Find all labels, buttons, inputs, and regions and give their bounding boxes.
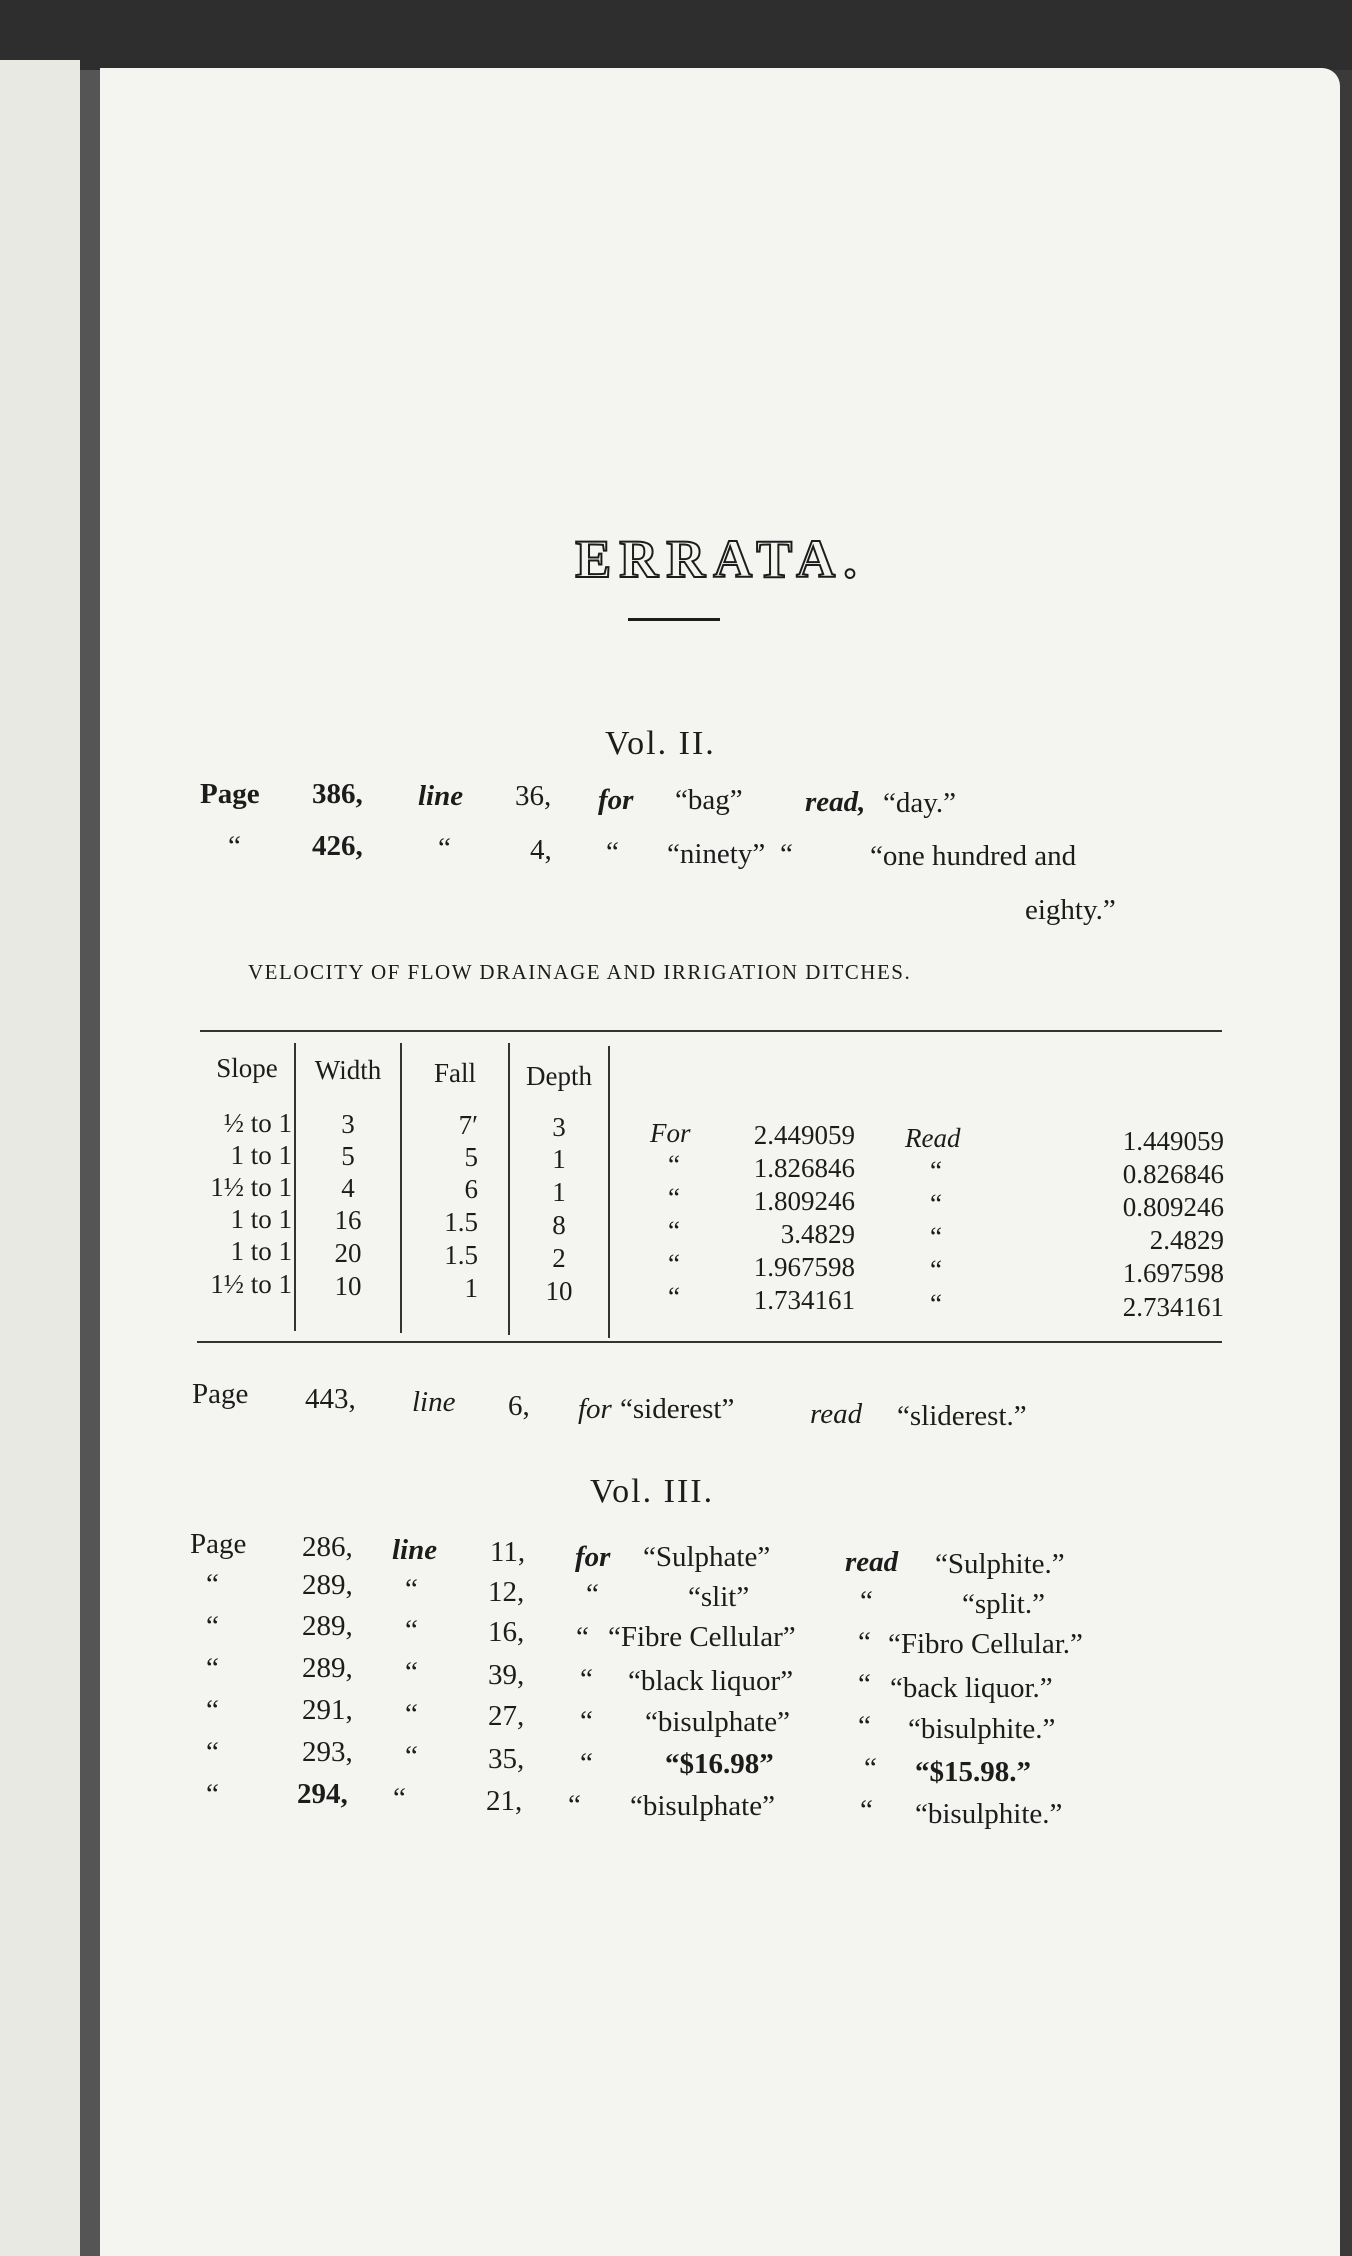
cell-read: “	[930, 1222, 942, 1252]
cell-for: “	[668, 1249, 680, 1279]
ditto-mark: “	[206, 1652, 219, 1684]
cell-width: 3	[341, 1109, 355, 1139]
cell-wrong-value: 3.4829	[780, 1219, 855, 1249]
wrong-text: “Sulphate”	[643, 1541, 771, 1573]
cell-read: “	[930, 1289, 942, 1319]
page-number: 289,	[302, 1652, 353, 1684]
line-number: 27,	[488, 1700, 525, 1732]
table-column-rule	[608, 1046, 610, 1338]
right-text: “one hundred and	[870, 840, 1077, 872]
right-text: “Fibro Cellular.”	[888, 1628, 1083, 1660]
cell-width: 5	[341, 1141, 355, 1171]
cell-right-value: 2.734161	[1122, 1292, 1224, 1322]
ditto-mark: “	[858, 1626, 871, 1658]
page-number: 293,	[302, 1736, 353, 1768]
for-word: for	[578, 1393, 612, 1425]
ditto-mark: “	[580, 1705, 593, 1737]
wrong-text: “ninety”	[667, 838, 766, 870]
line-number: 39,	[488, 1659, 525, 1691]
facing-page-edge	[0, 60, 80, 2256]
table-bottom-rule	[197, 1341, 1222, 1343]
cell-wrong-value: 1.967598	[753, 1252, 855, 1282]
ditto-mark: “	[586, 1578, 599, 1610]
ditto-mark: “	[858, 1710, 871, 1742]
cell-read: “	[930, 1255, 942, 1285]
ditto-mark: “	[864, 1752, 877, 1784]
page-number: 443,	[305, 1383, 356, 1415]
for-word: for	[598, 784, 634, 816]
ditto-mark: “	[858, 1668, 871, 1700]
wrong-text: “bisulphate”	[645, 1706, 790, 1738]
ditto-mark: “	[405, 1573, 418, 1605]
table-caption: VELOCITY OF FLOW DRAINAGE AND IRRIGATION DITCHES.	[248, 960, 912, 984]
title-rule	[628, 618, 720, 621]
ditto-mark: “	[580, 1663, 593, 1695]
vol3-heading: Vol. III.	[590, 1473, 715, 1510]
page-number: 294,	[297, 1778, 348, 1810]
vol2-heading: Vol. II.	[605, 725, 716, 762]
page-number: 289,	[302, 1610, 353, 1642]
errata-page	[100, 68, 1340, 2256]
table-header-slope: Slope	[216, 1053, 278, 1083]
read-word: read	[845, 1546, 899, 1578]
ditto-mark: “	[228, 830, 241, 862]
cell-slope: 1½ to 1	[210, 1172, 292, 1202]
ditto-mark: “	[405, 1740, 418, 1772]
cell-read: Read	[905, 1123, 961, 1153]
cell-slope: 1 to 1	[230, 1236, 292, 1266]
ditto-mark: “	[393, 1782, 406, 1814]
wrong-text: “$16.98”	[665, 1748, 774, 1780]
right-text-continued: eighty.”	[1025, 894, 1116, 926]
cell-right-value: 0.809246	[1122, 1192, 1224, 1222]
cell-fall: 5	[464, 1142, 478, 1172]
line-number: 4,	[530, 834, 552, 866]
cell-width: 4	[341, 1173, 355, 1203]
read-word: read	[810, 1398, 863, 1430]
cell-for: “	[668, 1282, 680, 1312]
wrong-text: “bisulphate”	[630, 1790, 775, 1822]
ditto-mark: “	[405, 1656, 418, 1688]
wrong-text: “Fibre Cellular”	[608, 1621, 796, 1653]
cell-right-value: 2.4829	[1149, 1225, 1224, 1255]
right-text: “bisulphite.”	[908, 1713, 1056, 1745]
cell-for: “	[668, 1183, 680, 1213]
wrong-text: “siderest”	[620, 1393, 735, 1425]
right-text: “bisulphite.”	[915, 1798, 1063, 1830]
ditto-mark: “	[438, 832, 451, 864]
cell-fall: 1	[464, 1273, 478, 1303]
page-word: Page	[190, 1528, 247, 1560]
line-number: 21,	[486, 1785, 523, 1817]
cell-width: 16	[334, 1205, 362, 1235]
cell-wrong-value: 1.826846	[753, 1153, 855, 1183]
cell-right-value: 1.449059	[1122, 1126, 1224, 1156]
page-number: 289,	[302, 1569, 353, 1601]
ditto-mark: “	[780, 838, 793, 870]
ditto-mark: “	[580, 1747, 593, 1779]
ditto-mark: “	[206, 1694, 219, 1726]
cell-read: “	[930, 1156, 942, 1186]
page-title: ERRATA.	[575, 529, 865, 589]
cell-slope: 1 to 1	[230, 1204, 292, 1234]
cell-depth: 3	[552, 1112, 566, 1142]
ditto-mark: “	[405, 1614, 418, 1646]
ditto-mark: “	[206, 1736, 219, 1768]
ditto-mark: “	[568, 1789, 581, 1821]
cell-right-value: 1.697598	[1122, 1258, 1224, 1288]
ditto-mark: “	[860, 1794, 873, 1826]
right-text: “day.”	[883, 787, 956, 819]
line-number: 6,	[508, 1390, 530, 1422]
page-number: 291,	[302, 1694, 353, 1726]
right-text: “back liquor.”	[890, 1672, 1053, 1704]
cell-wrong-value: 1.809246	[753, 1186, 855, 1216]
line-number: 36,	[515, 780, 552, 812]
line-number: 16,	[488, 1616, 525, 1648]
cell-slope: 1½ to 1	[210, 1269, 292, 1299]
cell-depth: 8	[552, 1210, 566, 1240]
cell-fall: 1.5	[444, 1240, 478, 1270]
ditto-mark: “	[206, 1568, 219, 1600]
wrong-text: “slit”	[688, 1581, 750, 1613]
table-header-width: Width	[314, 1055, 382, 1085]
cell-depth: 10	[545, 1276, 573, 1306]
cell-depth: 1	[552, 1144, 566, 1174]
line-word: line	[412, 1386, 456, 1418]
table-top-rule	[200, 1030, 1222, 1032]
page-number: 386,	[312, 778, 363, 810]
right-text: “Sulphite.”	[935, 1548, 1065, 1580]
page-number: 426,	[312, 830, 363, 862]
cell-slope: 1 to 1	[230, 1140, 292, 1170]
cell-slope: ½ to 1	[223, 1108, 292, 1138]
ditto-mark: “	[606, 836, 619, 868]
cell-right-value: 0.826846	[1122, 1159, 1224, 1189]
cell-width: 20	[334, 1238, 362, 1268]
page-number: 286,	[302, 1531, 353, 1563]
ditto-mark: “	[405, 1698, 418, 1730]
page-word: Page	[200, 778, 260, 810]
table-header-depth: Depth	[526, 1061, 592, 1091]
line-number: 12,	[488, 1576, 525, 1608]
ditto-mark: “	[860, 1585, 873, 1617]
book-spine	[80, 70, 102, 2256]
ditto-mark: “	[206, 1610, 219, 1642]
page-word: Page	[192, 1378, 249, 1410]
cell-depth: 1	[552, 1177, 566, 1207]
cell-read: “	[930, 1189, 942, 1219]
scan-background	[0, 0, 1352, 70]
line-number: 11,	[490, 1536, 526, 1568]
right-text: “split.”	[962, 1588, 1045, 1620]
ditto-mark: “	[206, 1778, 219, 1810]
cell-fall: 6	[464, 1174, 478, 1204]
line-word: line	[418, 780, 464, 812]
cell-fall: 7′	[458, 1110, 478, 1140]
cell-wrong-value: 2.449059	[753, 1120, 855, 1150]
cell-for: “	[668, 1150, 680, 1180]
cell-for: For	[650, 1118, 691, 1148]
wrong-text: “bag”	[675, 784, 743, 816]
right-text: “sliderest.”	[897, 1400, 1027, 1432]
for-word: for	[575, 1541, 611, 1573]
cell-width: 10	[334, 1271, 362, 1301]
cell-depth: 2	[552, 1243, 566, 1273]
line-number: 35,	[488, 1743, 525, 1775]
cell-for: “	[668, 1216, 680, 1246]
cell-wrong-value: 1.734161	[753, 1285, 855, 1315]
ditto-mark: “	[576, 1621, 589, 1653]
line-word: line	[392, 1534, 438, 1566]
right-text: “$15.98.”	[915, 1756, 1031, 1788]
table-header-fall: Fall	[433, 1058, 476, 1088]
wrong-text: “black liquor”	[628, 1665, 794, 1697]
cell-fall: 1.5	[444, 1207, 478, 1237]
read-word: read,	[805, 786, 866, 818]
